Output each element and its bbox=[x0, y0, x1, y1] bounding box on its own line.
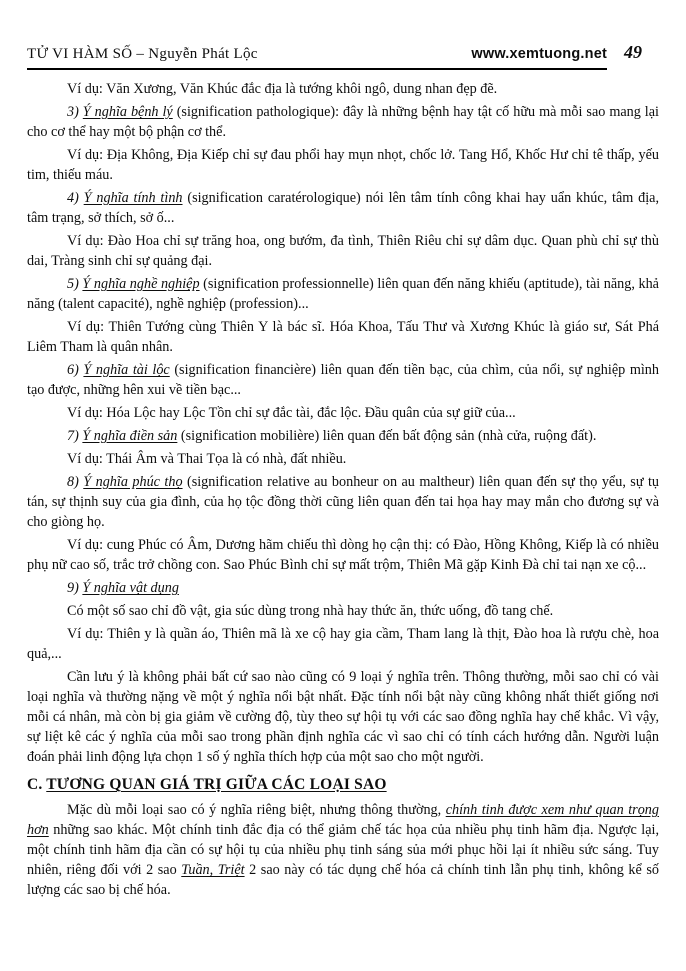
text-run: 2 sao này có tác dụng chế hóa cả chính tinh lẫn phụ tinh, không kể số lượng các sao bị chế hóa. bbox=[27, 862, 659, 898]
text-run: Ví dụ: Thái Âm và Thai Tọa là có nhà, đất nhiều. bbox=[67, 451, 347, 467]
text-run: 7) bbox=[67, 428, 83, 444]
paragraph bbox=[27, 535, 659, 575]
text-run: (signification pathologique): đây là những bệnh hay tật cố hữu mà mỗi sao mang lại cho cơ thể hay một bộ phận cơ thể. bbox=[27, 104, 659, 140]
paragraph bbox=[27, 231, 659, 271]
book-title: TỬ VI HÀM SỐ – Nguyễn Phát Lộc bbox=[27, 46, 258, 62]
paragraph bbox=[27, 578, 659, 598]
paragraph bbox=[27, 601, 659, 621]
text-run: Ý nghĩa bệnh lý bbox=[82, 104, 173, 120]
text-run: 9) bbox=[67, 580, 83, 596]
text-run: Ý nghĩa điền sản bbox=[82, 428, 178, 444]
text-run: Ví dụ: Hóa Lộc hay Lộc Tồn chỉ sự đắc tài, đắc lộc. Đầu quân của sự giữ của... bbox=[67, 405, 516, 421]
text-run: Ý nghĩa phúc thọ bbox=[83, 474, 183, 490]
text-run: Ví dụ: Địa Không, Địa Kiếp chỉ sự đau phổi hay mụn nhọt, chốc lở. Tang Hổ, Khốc Hư chỉ tê thấp, yếu tim, thiếu máu. bbox=[27, 147, 659, 183]
paragraph bbox=[27, 403, 659, 423]
text-run: Ví dụ: Thiên Tướng cùng Thiên Y là bác sĩ. Hóa Khoa, Tấu Thư và Xương Khúc là giáo sư, Sát Phá Liêm Tham là quân nhân. bbox=[27, 319, 659, 355]
text-run: chính tinh được xem như quan trọng hơn bbox=[27, 802, 659, 838]
text-run: Tuần, Triệt bbox=[181, 862, 245, 878]
paragraph bbox=[27, 274, 659, 314]
text-run: (signification financière) liên quan đến tiền bạc, của chìm, của nổi, sự nghiệp mình tạo được, những hên xui về tiền bạc... bbox=[27, 362, 659, 398]
text-run: TƯƠNG QUAN GIÁ TRỊ GIỮA CÁC LOẠI SAO bbox=[46, 776, 387, 793]
text-run: 6) bbox=[67, 362, 84, 378]
text-run: Ví dụ: Văn Xương, Văn Khúc đắc địa là tướng khôi ngô, dung nhan đẹp đẽ. bbox=[67, 81, 498, 97]
paragraph bbox=[27, 624, 659, 664]
text-run: Mặc dù mỗi loại sao có ý nghĩa riêng biệt, nhưng thông thường, bbox=[67, 802, 446, 818]
header-divider bbox=[27, 68, 607, 70]
text-run: Ý nghĩa nghề nghiệp bbox=[82, 276, 200, 292]
text-run: Ví dụ: cung Phúc có Âm, Dương hãm chiếu thì dòng họ cận thị: có Đào, Hồng Không, Kiếp là có nhiều phụ nữ cao số, trắc trở chồng con. Sao Phúc Bình chỉ sự mất trộm, Thiên Mã gặp Kinh Đà chỉ tai nạn xe cộ... bbox=[27, 537, 659, 573]
paragraph bbox=[27, 449, 659, 469]
page-header bbox=[27, 42, 659, 70]
paragraph bbox=[27, 360, 659, 400]
text-run: Ví dụ: Thiên y là quần áo, Thiên mã là xe cộ hay gia cầm, Tham lang là thịt, Đào hoa là rượu chè, hoa quả,... bbox=[27, 626, 659, 662]
paragraph bbox=[27, 472, 659, 532]
text-run: (signification caratérologique) nói lên tâm tính công khai hay uẩn khúc, tâm địa, tâm trạng, sở thích, sở ố... bbox=[27, 190, 659, 226]
header-row bbox=[27, 42, 659, 63]
text-run: (signification relative au bonheur on au maltheur) liên quan đến sự thọ yểu, sự tụ tán, sự thịnh suy của gia đình, của họ tộc đồng thời cũng liên quan đến tai họa hay may mắn cho đương sự và cho giòng họ. bbox=[27, 474, 660, 530]
section-heading bbox=[27, 774, 659, 795]
text-run: Ý nghĩa tài lộc bbox=[83, 362, 170, 378]
text-run: 5) bbox=[67, 276, 83, 292]
text-run: Ý nghĩa vật dụng bbox=[82, 580, 179, 596]
paragraph bbox=[27, 800, 659, 900]
page-number: 49 bbox=[624, 42, 642, 62]
paragraph bbox=[27, 102, 659, 142]
text-run: 8) bbox=[67, 474, 84, 490]
paragraph bbox=[27, 667, 659, 767]
text-run: (signification mobilière) liên quan đến bất động sản (nhà cửa, ruộng đất). bbox=[177, 428, 597, 444]
paragraph bbox=[27, 145, 659, 185]
text-run: (signification professionnelle) liên quan đến năng khiếu (aptitude), tài năng, khả năng (talent capacité), nghề nghiệp (profession)... bbox=[27, 276, 659, 312]
website-url: www.xemtuong.net bbox=[471, 46, 607, 62]
paragraph bbox=[27, 317, 659, 357]
paragraph bbox=[27, 79, 659, 99]
paragraph bbox=[27, 188, 659, 228]
text-run: Cần lưu ý là không phải bất cứ sao nào cũng có 9 loại ý nghĩa trên. Thông thường, mỗi sao chỉ có vài loại nghĩa và thường nặng về một ý nghĩa nổi bật nhất. Đặc tính nổi bật này cũng không nhất thiết giống nơi mỗi cá nhân, mà còn bị gia giảm về cường độ, tùy theo sự hội tụ với các sao đồng nghĩa hay chế khắc. Vì vậy, sự liệt kê các ý nghĩa của mỗi sao trong phần định nghĩa các vì sao chỉ có tính cách hướng dẫn. Người luận đoán phải linh động lựa chọn 1 số ý nghĩa thích hợp của một sao cho một người. bbox=[27, 669, 659, 765]
text-run: những sao khác. Một chính tinh đắc địa có thể giảm chế tác họa của nhiều phụ tinh hãm địa. Ngược lại, một chính tinh hãm địa cần có sự hội tụ của nhiều phụ tinh sáng sủa mới phục hồi lại ít nhiều sức sáng. Tuy nhiên, riêng đối với 2 sao bbox=[27, 822, 659, 878]
paragraph bbox=[27, 426, 659, 446]
text-run: Có một số sao chỉ đồ vật, gia súc dùng trong nhà hay thức ăn, thức uống, đồ tang chế. bbox=[67, 603, 554, 619]
text-run: Ví dụ: Đào Hoa chỉ sự trăng hoa, ong bướm, đa tình, Thiên Riêu chỉ sự dâm dục. Quan phù chỉ sự thù dai, Tràng sinh chỉ sự quảng đại. bbox=[27, 233, 659, 269]
text-run: 3) bbox=[67, 104, 83, 120]
text-run: 4) bbox=[67, 190, 84, 206]
page-body bbox=[27, 79, 659, 900]
text-run: C. bbox=[27, 776, 47, 793]
text-run: Ý nghĩa tính tình bbox=[83, 190, 183, 206]
